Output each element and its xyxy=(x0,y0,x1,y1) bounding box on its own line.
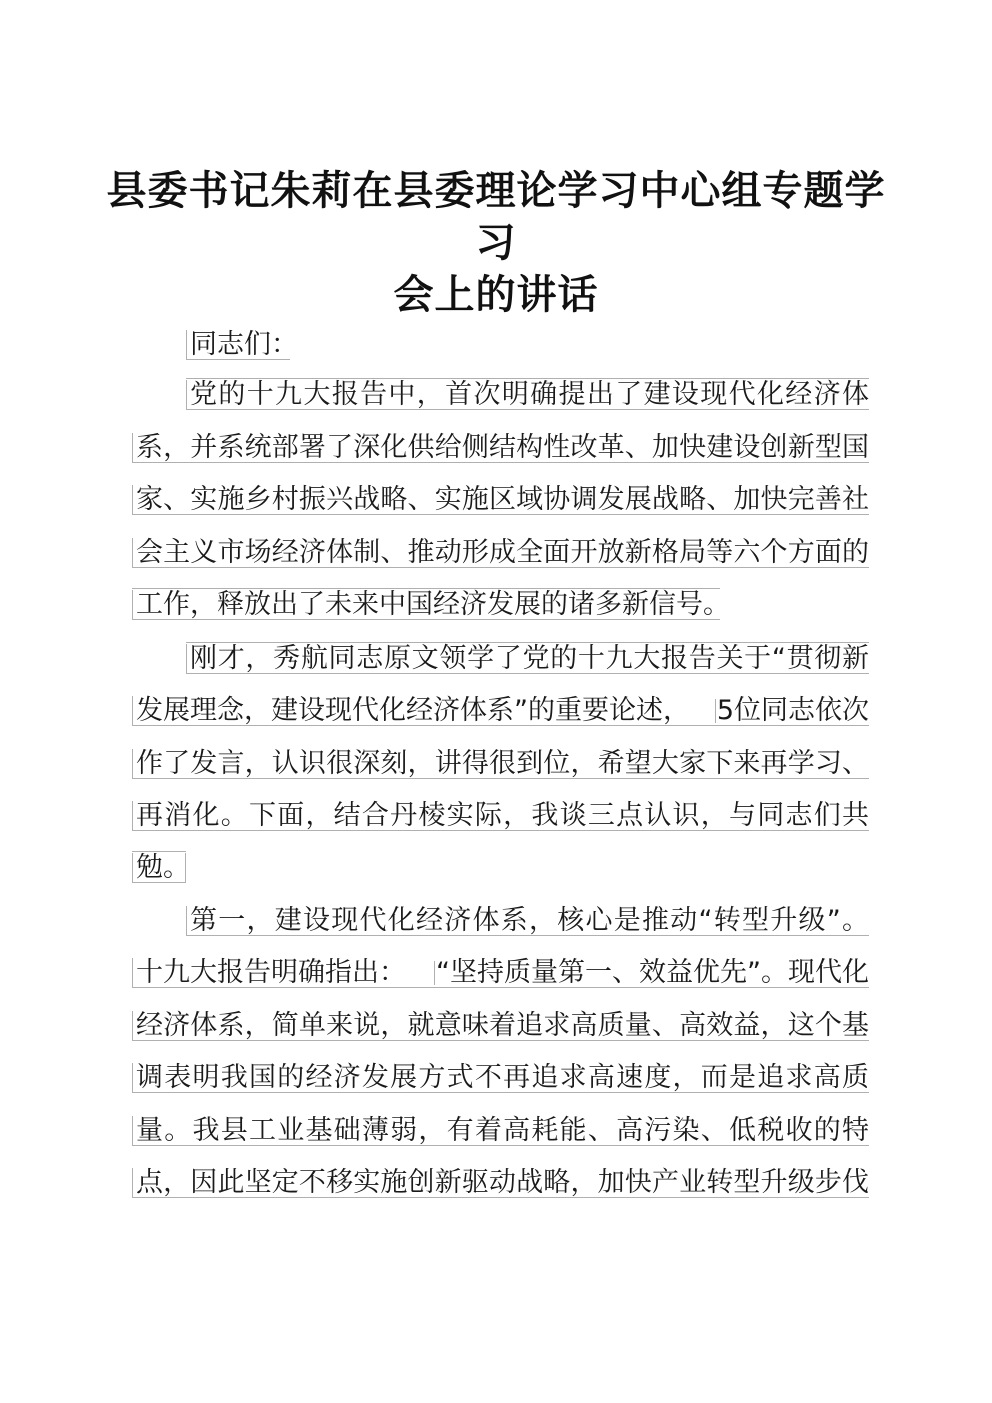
paragraph-1-text-1: 党的十九大报告中，首次明确提出了建设现代化经济体 xyxy=(190,379,869,410)
paragraph-3-text-3: 经济体系，简单来说，就意味着追求高质量、高效益，这个基 xyxy=(136,1010,869,1041)
title-line-1: 县委书记朱莉在县委理论学习中心组专题学习 xyxy=(106,168,886,266)
paragraph-2-text-2a: 发展理念，建设现代化经济体系”的重要论述， xyxy=(136,695,690,726)
paragraph-3-line-5 xyxy=(132,1116,869,1146)
greeting-text: 同志们： xyxy=(190,329,298,360)
paragraph-2-text-3: 作了发言，认识很深刻，讲得很到位，希望大家下来再学习、 xyxy=(136,748,869,779)
paragraph-3-text-2b: “坚持质量第一、效益优先”。现代化 xyxy=(436,957,869,988)
paragraph-3-text-5: 量。我县工业基础薄弱，有着高耗能、高污染、低税收的特 xyxy=(136,1115,869,1146)
paragraph-3-text-6: 点，因此坚定不移实施创新驱动战略，加快产业转型升级步伐 xyxy=(136,1167,869,1198)
paragraph-1-text-4: 会主义市场经济体制、推动形成全面开放新格局等六个方面的 xyxy=(136,537,869,568)
paragraph-1-line-5 xyxy=(132,589,730,620)
paragraph-2-line-3 xyxy=(132,749,869,779)
text-frame-edge xyxy=(434,961,435,985)
paragraph-1-line-2 xyxy=(132,433,869,463)
paragraph-3-line-2 xyxy=(132,958,869,988)
paragraph-2-text-2b: 5位同志依次 xyxy=(716,695,869,726)
paragraph-1-text-3: 家、实施乡村振兴战略、实施区域协调发展战略、加快完善社 xyxy=(136,484,869,515)
paragraph-1-text-5: 工作，释放出了未来中国经济发展的诸多新信号。 xyxy=(136,589,730,620)
paragraph-3-text-1: 第一，建设现代化经济体系，核心是推动“转型升级”。 xyxy=(190,905,869,936)
paragraph-2-line-1 xyxy=(186,644,869,674)
greeting-line xyxy=(186,329,298,360)
paragraph-1-line-3 xyxy=(132,485,869,515)
paragraph-3-text-4: 调表明我国的经济发展方式不再追求高速度，而是追求高质 xyxy=(136,1062,869,1093)
paragraph-3-line-4 xyxy=(132,1063,869,1093)
paragraph-2-text-1: 刚才，秀航同志原文领学了党的十九大报告关于“贯彻新 xyxy=(190,643,869,674)
page-title xyxy=(100,165,892,321)
paragraph-1-line-4 xyxy=(132,538,869,568)
paragraph-2-text-4: 再消化。下面，结合丹棱实际，我谈三点认识，与同志们共 xyxy=(136,800,869,831)
title-line-2: 会上的讲话 xyxy=(393,272,599,318)
paragraph-3-text-2a: 十九大报告明确指出： xyxy=(136,957,406,988)
paragraph-2-line-4 xyxy=(132,801,869,831)
paragraph-3-line-1 xyxy=(186,906,869,936)
paragraph-3-line-3 xyxy=(132,1011,869,1041)
text-frame-edge xyxy=(715,699,716,723)
paragraph-3-line-6 xyxy=(132,1168,869,1198)
paragraph-2-line-5 xyxy=(132,852,190,883)
paragraph-2-text-5: 勉。 xyxy=(136,852,190,883)
paragraph-1-text-2: 系，并系统部署了深化供给侧结构性改革、加快建设创新型国 xyxy=(136,432,869,463)
paragraph-2-line-2 xyxy=(132,696,869,726)
paragraph-1-line-1 xyxy=(186,380,869,410)
